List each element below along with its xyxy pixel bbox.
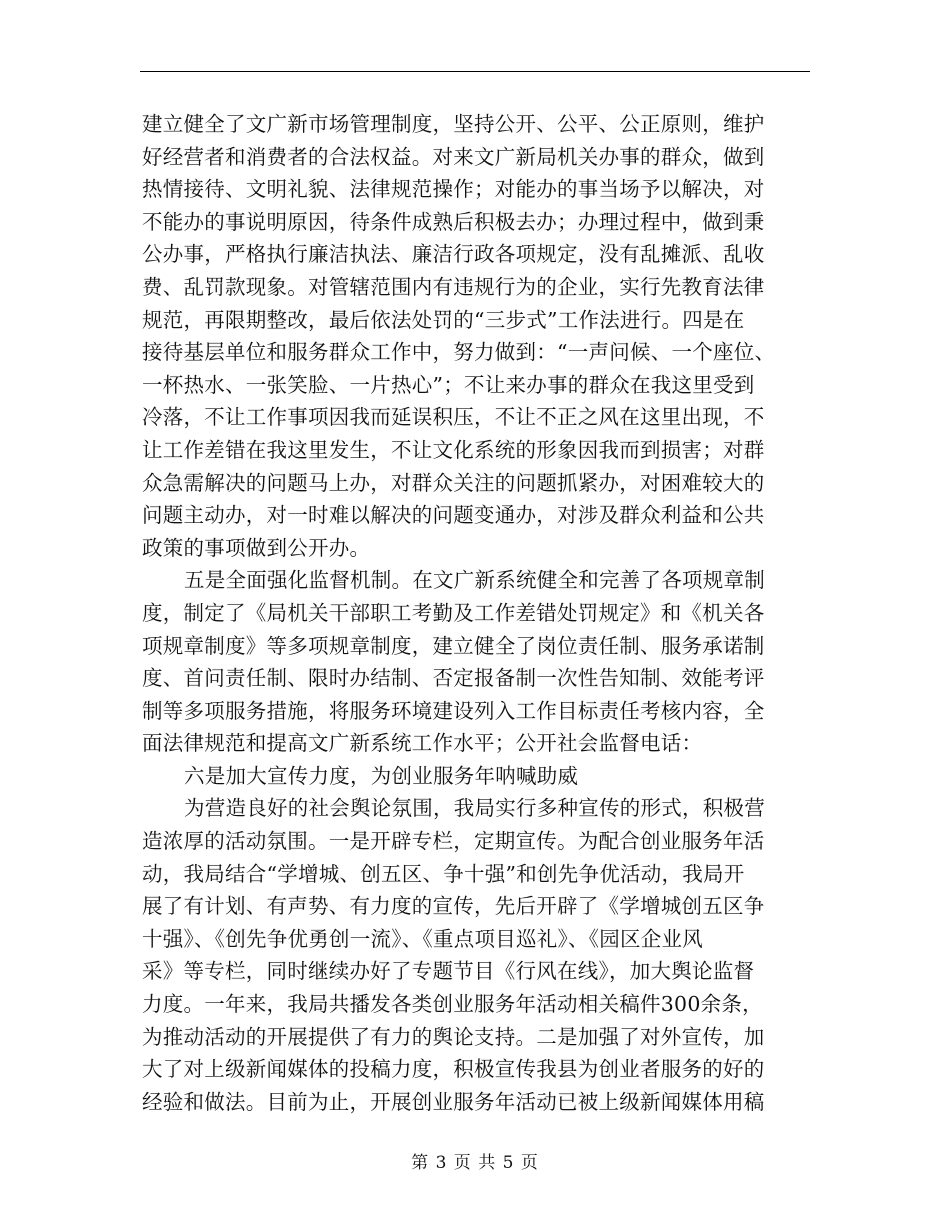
text-line: 冷落，不让工作事项因我而延误积压，不让不正之风在这里出现，不: [142, 405, 765, 430]
document-body: [142, 108, 812, 1118]
header-rule: [140, 71, 810, 72]
text-line: 热情接待、文明礼貌、法律规范操作；对能办的事当场予以解决，对: [142, 177, 765, 202]
text-line: 五是全面强化监督机制。在文广新系统健全和完善了各项规章制: [184, 568, 765, 593]
text-line: 度，制定了《局机关干部职工考勤及工作差错处罚规定》和《机关各: [142, 600, 765, 625]
text-line: 政策的事项做到公开办。: [142, 535, 371, 560]
text-line: 众急需解决的问题马上办，对群众关注的问题抓紧办，对困难较大的: [142, 470, 765, 495]
text-line: 不能办的事说明原因，待条件成熟后积极去办；办理过程中，做到秉: [142, 209, 765, 234]
text-line: 六是加大宣传力度，为创业服务年呐喊助威: [184, 763, 579, 788]
text-line: 让工作差错在我这里发生，不让文化系统的形象因我而到损害；对群: [142, 437, 765, 462]
page-footer: 第 3 页 共 5 页: [411, 1153, 539, 1173]
text-line: 为营造良好的社会舆论氛围，我局实行多种宣传的形式，积极营: [184, 796, 765, 821]
text-line: 力度。一年来，我局共播发各类创业服务年活动相关稿件300余条，: [142, 992, 763, 1017]
text-line: 面法律规范和提高文广新系统工作水平；公开社会监督电话：: [142, 731, 703, 756]
text-line: 建立健全了文广新市场管理制度，坚持公开、公平、公正原则，维护: [142, 112, 765, 136]
text-line: 度、首问责任制、限时办结制、否定报备制一次性告知制、效能考评: [142, 666, 765, 691]
text-line: 费、乱罚款现象。对管辖范围内有违规行为的企业，实行先教育法律: [142, 274, 765, 299]
text-line: 经验和做法。目前为止，开展创业服务年活动已被上级新闻媒体用稿: [142, 1089, 765, 1114]
text-line: 动，我局结合“学增城、创五区、争十强”和创先争优活动，我局开: [142, 861, 745, 886]
text-line: 规范，再限期整改，最后依法处罚的“三步式”工作法进行。四是在: [142, 307, 745, 332]
text-line: 项规章制度》等多项规章制度，建立健全了岗位责任制、服务承诺制: [142, 633, 765, 658]
text-line: 大了对上级新闻媒体的投稿力度，积极宣传我县为创业者服务的好的: [142, 1057, 765, 1082]
text-line: 十强》、《创先争优勇创一流》、《重点项目巡礼》、《园区企业风: [142, 926, 703, 951]
text-line: 为推动活动的开展提供了有力的舆论支持。二是加强了对外宣传，加: [142, 1024, 765, 1049]
text-line: 制等多项服务措施，将服务环境建设列入工作目标责任考核内容，全: [142, 698, 765, 723]
text-line: 展了有计划、有声势、有力度的宣传，先后开辟了《学增城创五区争: [142, 894, 765, 919]
text-line: 公办事，严格执行廉洁执法、廉洁行政各项规定，没有乱摊派、乱收: [142, 242, 765, 267]
text-line: 好经营者和消费者的合法权益。对来文广新局机关办事的群众，做到: [142, 144, 765, 169]
text-line: 一杯热水、一张笑脸、一片热心”；不让来办事的群众在我这里受到: [142, 372, 755, 397]
text-line: 造浓厚的活动氛围。一是开辟专栏，定期宣传。为配合创业服务年活: [142, 829, 765, 854]
text-line: 采》等专栏，同时继续办好了专题节目《行风在线》，加大舆论监督: [142, 959, 755, 984]
text-line: 接待基层单位和服务群众工作中，努力做到：“一声问候、一个座位、: [142, 340, 776, 365]
text-line: 问题主动办，对一时难以解决的问题变通办，对涉及群众利益和公共: [142, 503, 765, 528]
